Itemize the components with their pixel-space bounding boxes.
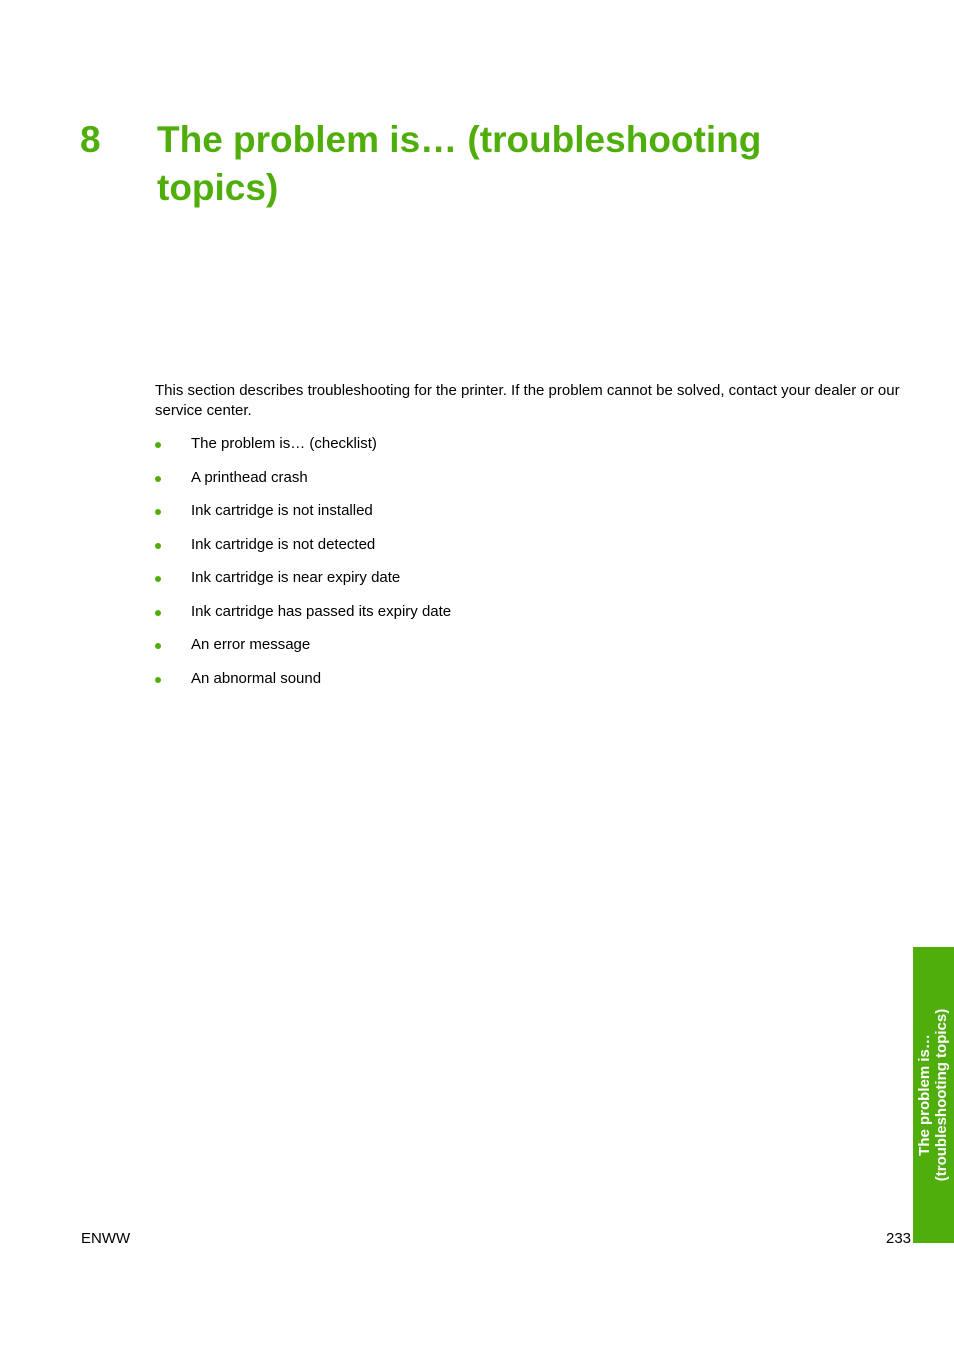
topic-link[interactable]: Ink cartridge is not installed — [191, 502, 373, 519]
footer-label: ENWW — [81, 1230, 131, 1247]
bullet-icon — [155, 643, 161, 649]
bullet-icon — [155, 576, 161, 582]
side-tab-label — [916, 955, 950, 1235]
chapter-number: 8 — [80, 119, 101, 160]
topic-link[interactable]: An error message — [191, 636, 311, 653]
topic-link[interactable]: Ink cartridge has passed its expiry date — [191, 602, 452, 620]
bullet-icon — [155, 509, 161, 515]
chapter-title: The problem is… (troubleshooting topics) — [157, 119, 762, 208]
intro-paragraph: This section describes troubleshooting for the printer. If the problem cannot be solved, contact your dealer or our service center. — [155, 382, 900, 419]
side-tab-line-1: The problem is… — [916, 1034, 933, 1156]
bullet-icon — [155, 677, 161, 683]
page-number: 233 — [886, 1230, 912, 1247]
bullet-icon — [155, 476, 161, 482]
bullet-icon — [155, 442, 161, 448]
side-tab-line-2: (troubleshooting topics) — [933, 1008, 950, 1182]
chapter-side-tab — [913, 947, 954, 1243]
bullet-icon — [155, 610, 161, 616]
topic-link[interactable]: A printhead crash — [191, 468, 308, 486]
topic-link[interactable]: Ink cartridge is near expiry date — [191, 569, 401, 586]
bullet-icon — [155, 543, 161, 549]
topic-link[interactable]: Ink cartridge is not detected — [191, 535, 376, 553]
topic-link[interactable]: An abnormal sound — [191, 669, 322, 687]
topic-link[interactable]: The problem is… (checklist) — [191, 435, 377, 452]
